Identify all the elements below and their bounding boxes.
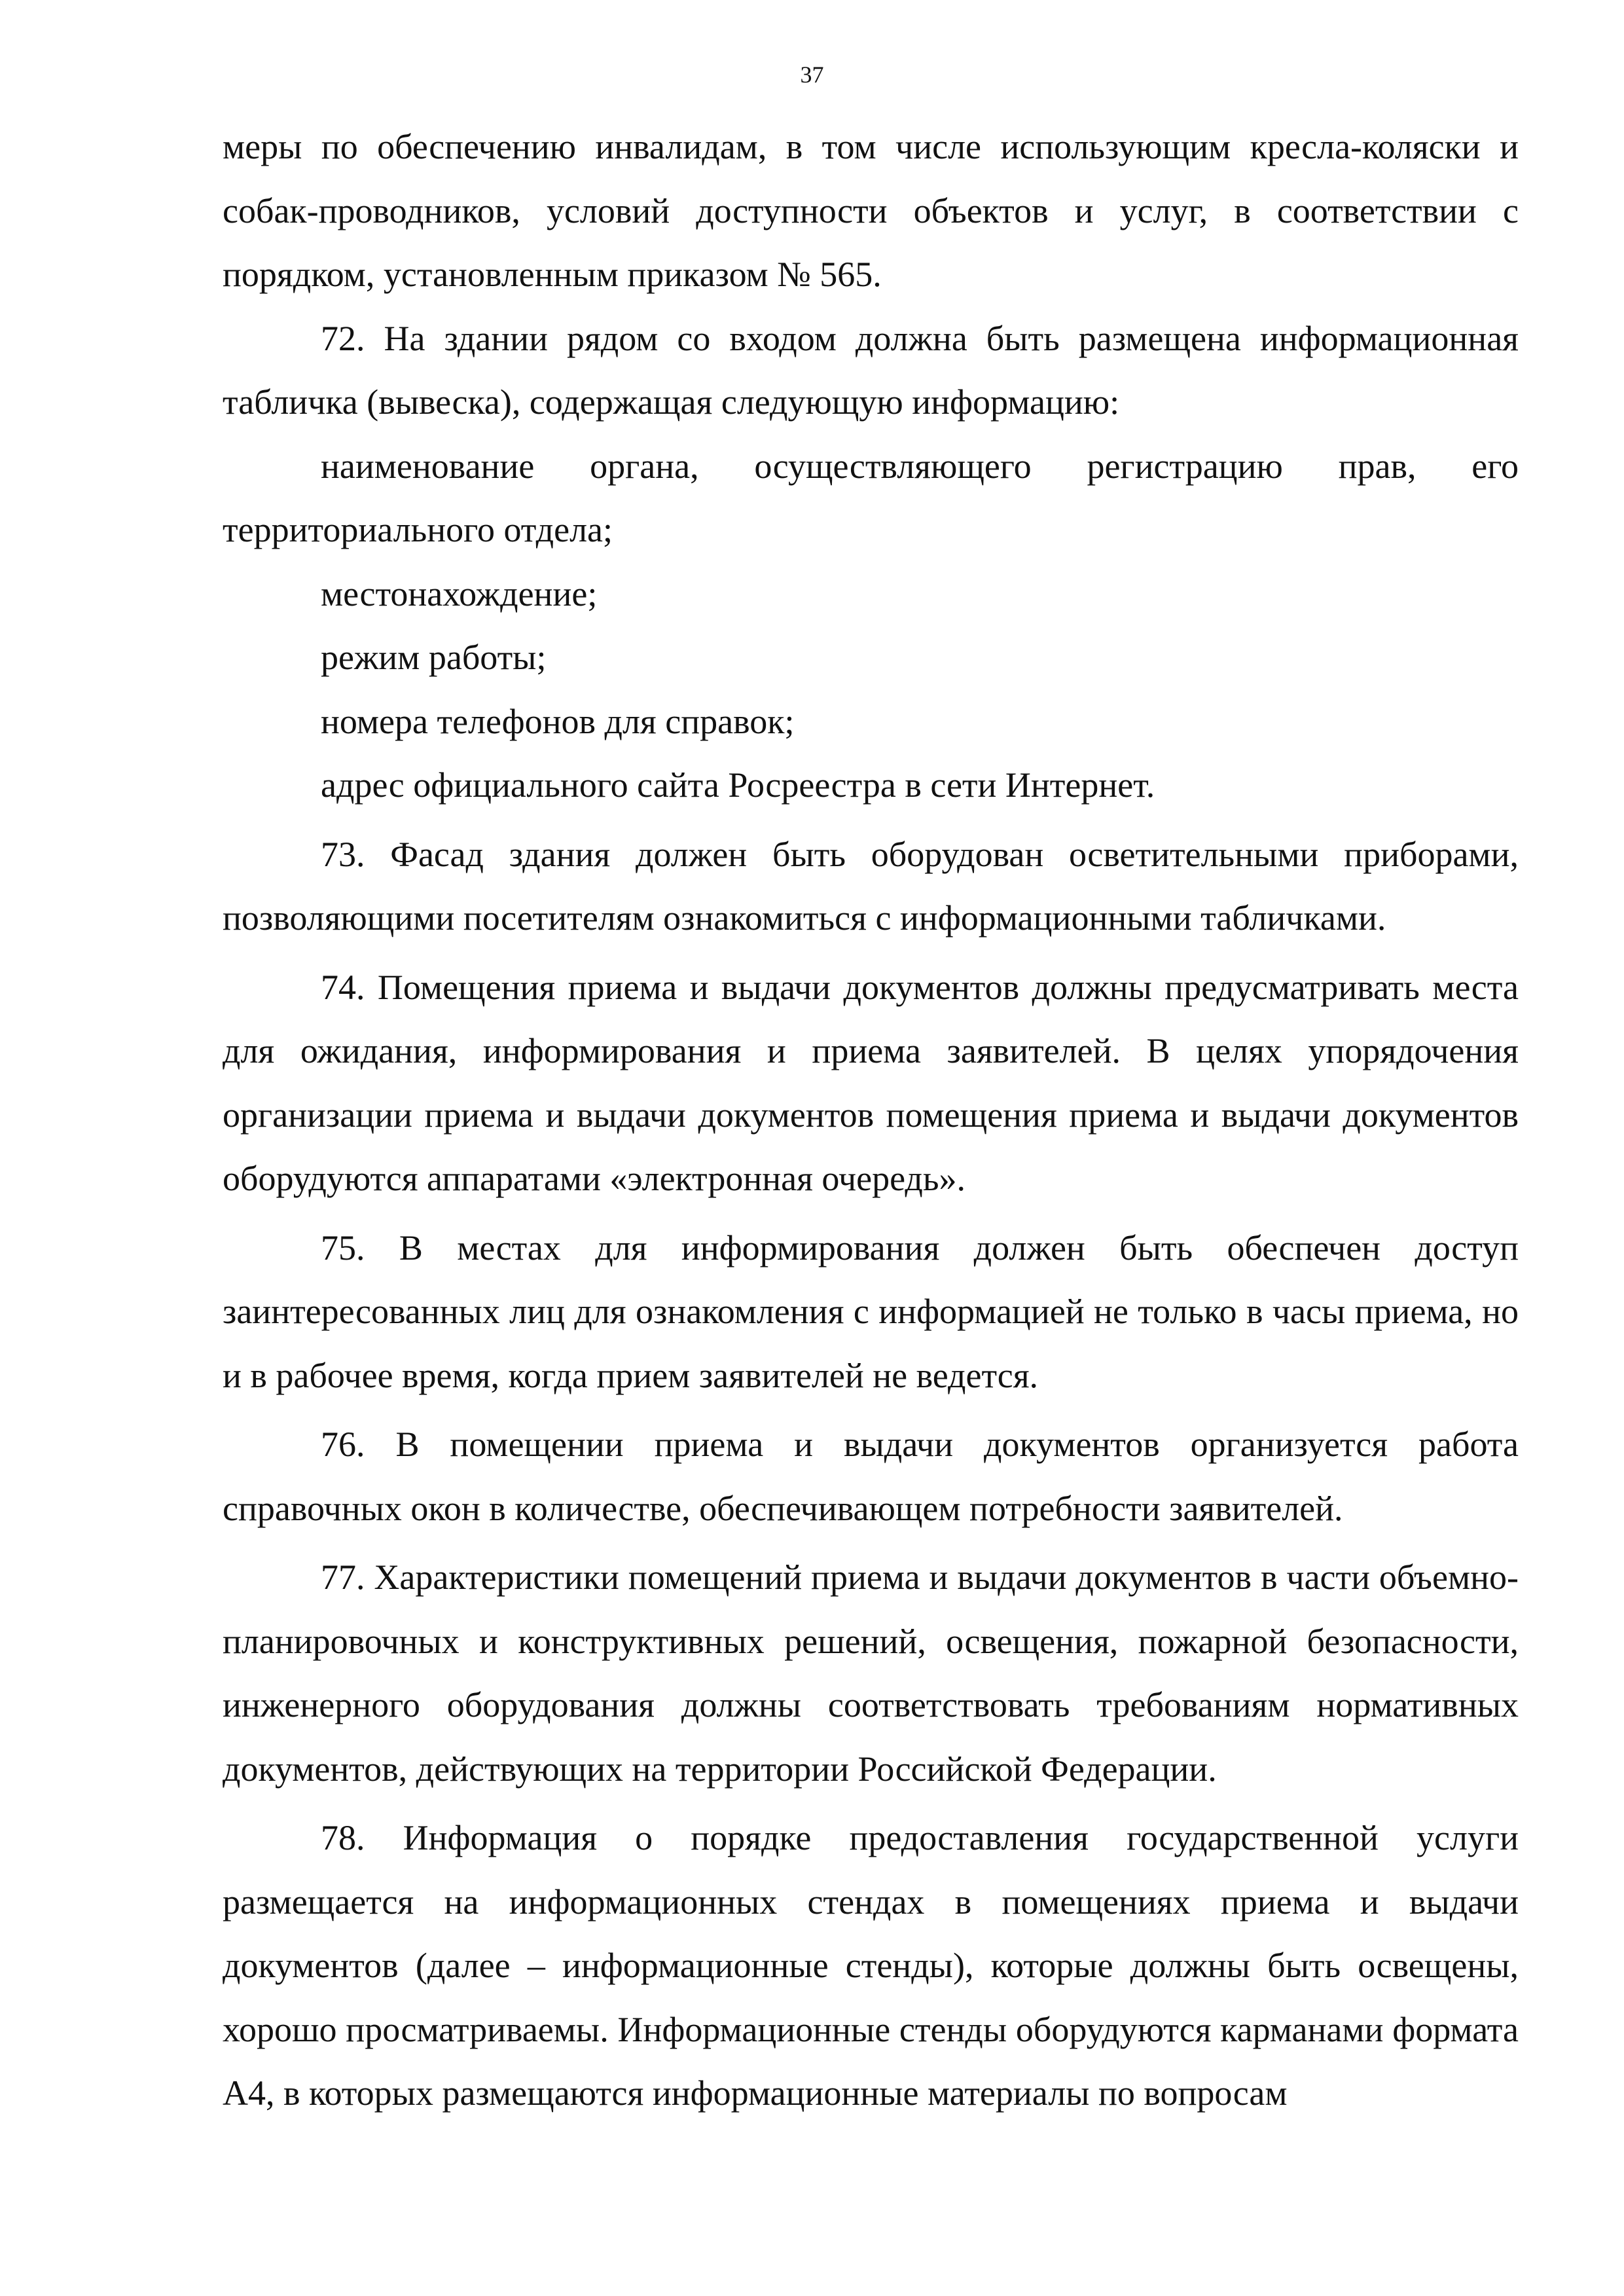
page-number: 37 <box>800 62 824 88</box>
list-item-location: местонахождение; <box>321 574 598 613</box>
paragraph-77: 77. Характеристики помещений приема и выдачи документов в части объемно-планировочных и конструктивных решений, освещения, пожарной безопасности, инженерного оборудования должны соответствовать требованиям нормативных документов, действующих на территории Российской Федерации. <box>223 1558 1519 1789</box>
paragraph-78: 78. Информация о порядке предоставления государственной услуги размещается на информационных стендах в помещениях приема и выдачи документов (далее – информационные стенды), которые должны быть освещены, хорошо просматриваемы. Информационные стенды оборудуются карманами формата А4, в которых размещаются информационные материалы по вопросам <box>223 1818 1519 2113</box>
document-body <box>223 115 1519 2126</box>
paragraph-73: 73. Фасад здания должен быть оборудован осветительными приборами, позволяющими посетителям ознакомиться с информационными табличками. <box>223 834 1519 938</box>
list-item-phones: номера телефонов для справок; <box>321 701 795 741</box>
paragraph-continuation: меры по обеспечению инвалидам, в том числе использующим кресла-коляски и собак-проводников, условий доступности объектов и услуг, в соответствии с порядком, установленным приказом № 565. <box>223 127 1519 294</box>
list-item-name: наименование органа, осуществляющего регистрацию прав, его территориального отдела; <box>223 446 1519 549</box>
paragraph-75: 75. В местах для информирования должен быть обеспечен доступ заинтересованных лиц для ознакомления с информацией не только в часы приема, но и в рабочее время, когда прием заявителей не ведется. <box>223 1228 1519 1395</box>
paragraph-76: 76. В помещении приема и выдачи документов организуется работа справочных окон в количестве, обеспечивающем потребности заявителей. <box>223 1425 1519 1528</box>
paragraph-74: 74. Помещения приема и выдачи документов должны предусматривать места для ожидания, информирования и приема заявителей. В целях упорядочения организации приема и выдачи документов помещения приема и выдачи документов оборудуются аппаратами «электронная очередь». <box>223 967 1519 1198</box>
list-item-schedule: режим работы; <box>321 638 547 677</box>
paragraph-72: 72. На здании рядом со входом должна быть размещена информационная табличка (вывеска), содержащая следующую информацию: <box>223 318 1519 422</box>
list-item-website: адрес официального сайта Росреестра в сети Интернет. <box>321 765 1155 805</box>
